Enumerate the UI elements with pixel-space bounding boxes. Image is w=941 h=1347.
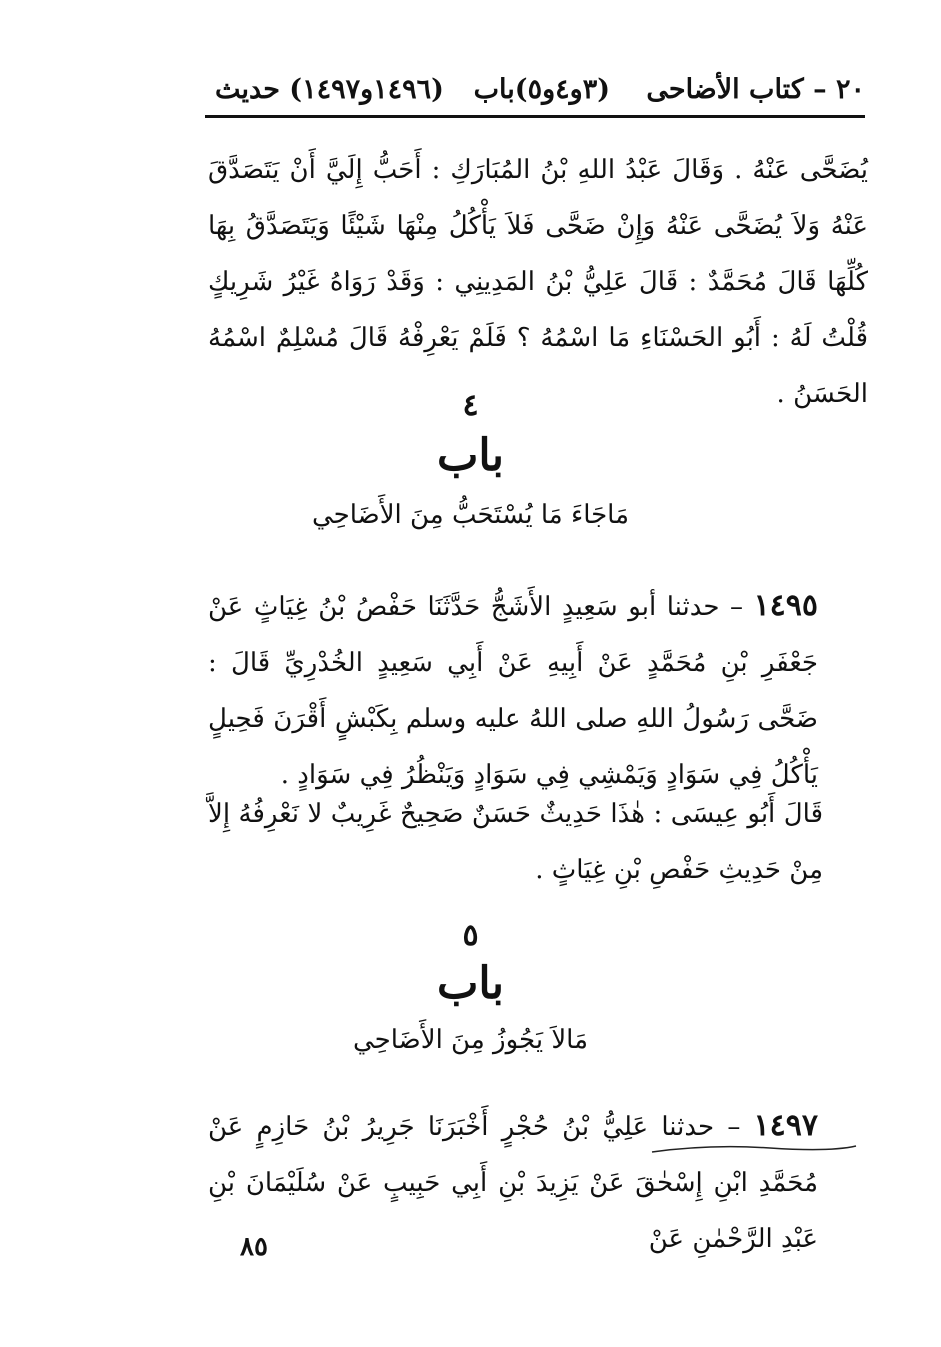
handwritten-underline [650, 1140, 860, 1160]
chapter-5-bab [0, 958, 941, 1009]
chapter-4-number [0, 388, 941, 423]
chapter-title: مَالاَ يَجُوزُ مِنَ الأَضَاحِي [353, 1025, 588, 1055]
chapter-number: ٤ [462, 388, 479, 423]
page-number: ٨٥ [240, 1232, 268, 1262]
commentary-paragraph [208, 786, 823, 898]
hadith-text: – حدثنا أبو سَعِيدٍ الأَشَجُّ حَدَّثَنَا حَفْصُ بْنُ غِيَاثٍ عَنْ جَعْفَرِ بْنِ مُحَمَّدٍ عَنْ أَبِيهِ عَنْ أَبِي سَعِيدٍ الخُدْرِيِّ قَالَ : ضَحَّى رَسُولُ اللهِ صلى اللهُ عليه وسلم بِكَبْشٍ أَقْرَنَ فَحِيلٍ يَأْكُلُ فِي سَوَادٍ وَيَمْشِي فِي سَوَادٍ وَيَنْظُرُ فِي سَوَادٍ . [208, 592, 818, 790]
header-rule [205, 115, 865, 118]
hadith-text: – حدثنا عَلِيُّ بْنُ حُجْرٍ أَخْبَرَنَا جَرِيرُ بْنُ حَازِمٍ عَنْ مُحَمَّدِ ابْنِ إِسْحٰقَ عَنْ يَزِيدَ بْنِ أَبِي حَبِيبٍ عَنْ سُلَيْمَانَ بْنِ عَبْدِ الرَّحْمٰنِ عَنْ [208, 1112, 818, 1254]
chapter-number: ٥ [462, 918, 479, 953]
chapter-5-number [0, 918, 941, 953]
hadith-number: ١٤٩٧ [753, 1108, 818, 1143]
paragraph-text: يُضَحَّى عَنْهُ . وَقَالَ عَبْدُ اللهِ بْنُ المُبَارَكِ : أَحَبُّ إِلَيَّ أَنْ يَتَصَدَّقَ عَنْهُ وَلاَ يُضَحَّى عَنْهُ وَإِنْ ضَحَّى فَلاَ يَأْكُلُ مِنْهَا شَيْئًا وَيَتَصَدَّقُ بِهَا كُلِّهَا قَالَ مُحَمَّدٌ : قَالَ عَلِيُّ بْنُ المَدِينِي : وَقَدْ رَوَاهُ غَيْرُ شَرِيكٍ قُلْتُ لَهُ : أَبُو الحَسْنَاءِ مَا اسْمُهُ ؟ فَلَمْ يَعْرِفْهُ قَالَ مُسْلِمٌ اسْمُهُ الحَسَنُ . [208, 155, 868, 409]
chapter-4-bab [0, 430, 941, 481]
header-chapters: (٣و٤و٥)باب [473, 74, 610, 105]
hadith-1497 [208, 1098, 818, 1267]
paragraph-continued [208, 142, 868, 422]
chapter-heading: باب [436, 958, 505, 1009]
header-hadith-range: (١٤٩٦و١٤٩٧) حديث [215, 74, 444, 105]
chapter-4-title [0, 500, 941, 530]
header-book-title: ٢٠ – كتاب الأضاحى [646, 74, 865, 105]
chapter-title: مَاجَاءَ مَا يُسْتَحَبُّ مِنَ الأَضَاحِي [311, 500, 630, 530]
hadith-number: ١٤٩٥ [753, 588, 819, 623]
running-header [205, 70, 865, 110]
chapter-heading: باب [436, 430, 505, 481]
hadith-1495 [208, 578, 818, 803]
chapter-5-title [0, 1025, 941, 1055]
commentary-text: قَالَ أَبُو عِيسَى : هٰذَا حَدِيثٌ حَسَنٌ صَحِيحٌ غَرِيبٌ لا نَعْرِفُهُ إِلاَّ مِنْ حَدِيثِ حَفْصِ بْنِ غِيَاثٍ . [208, 799, 823, 885]
